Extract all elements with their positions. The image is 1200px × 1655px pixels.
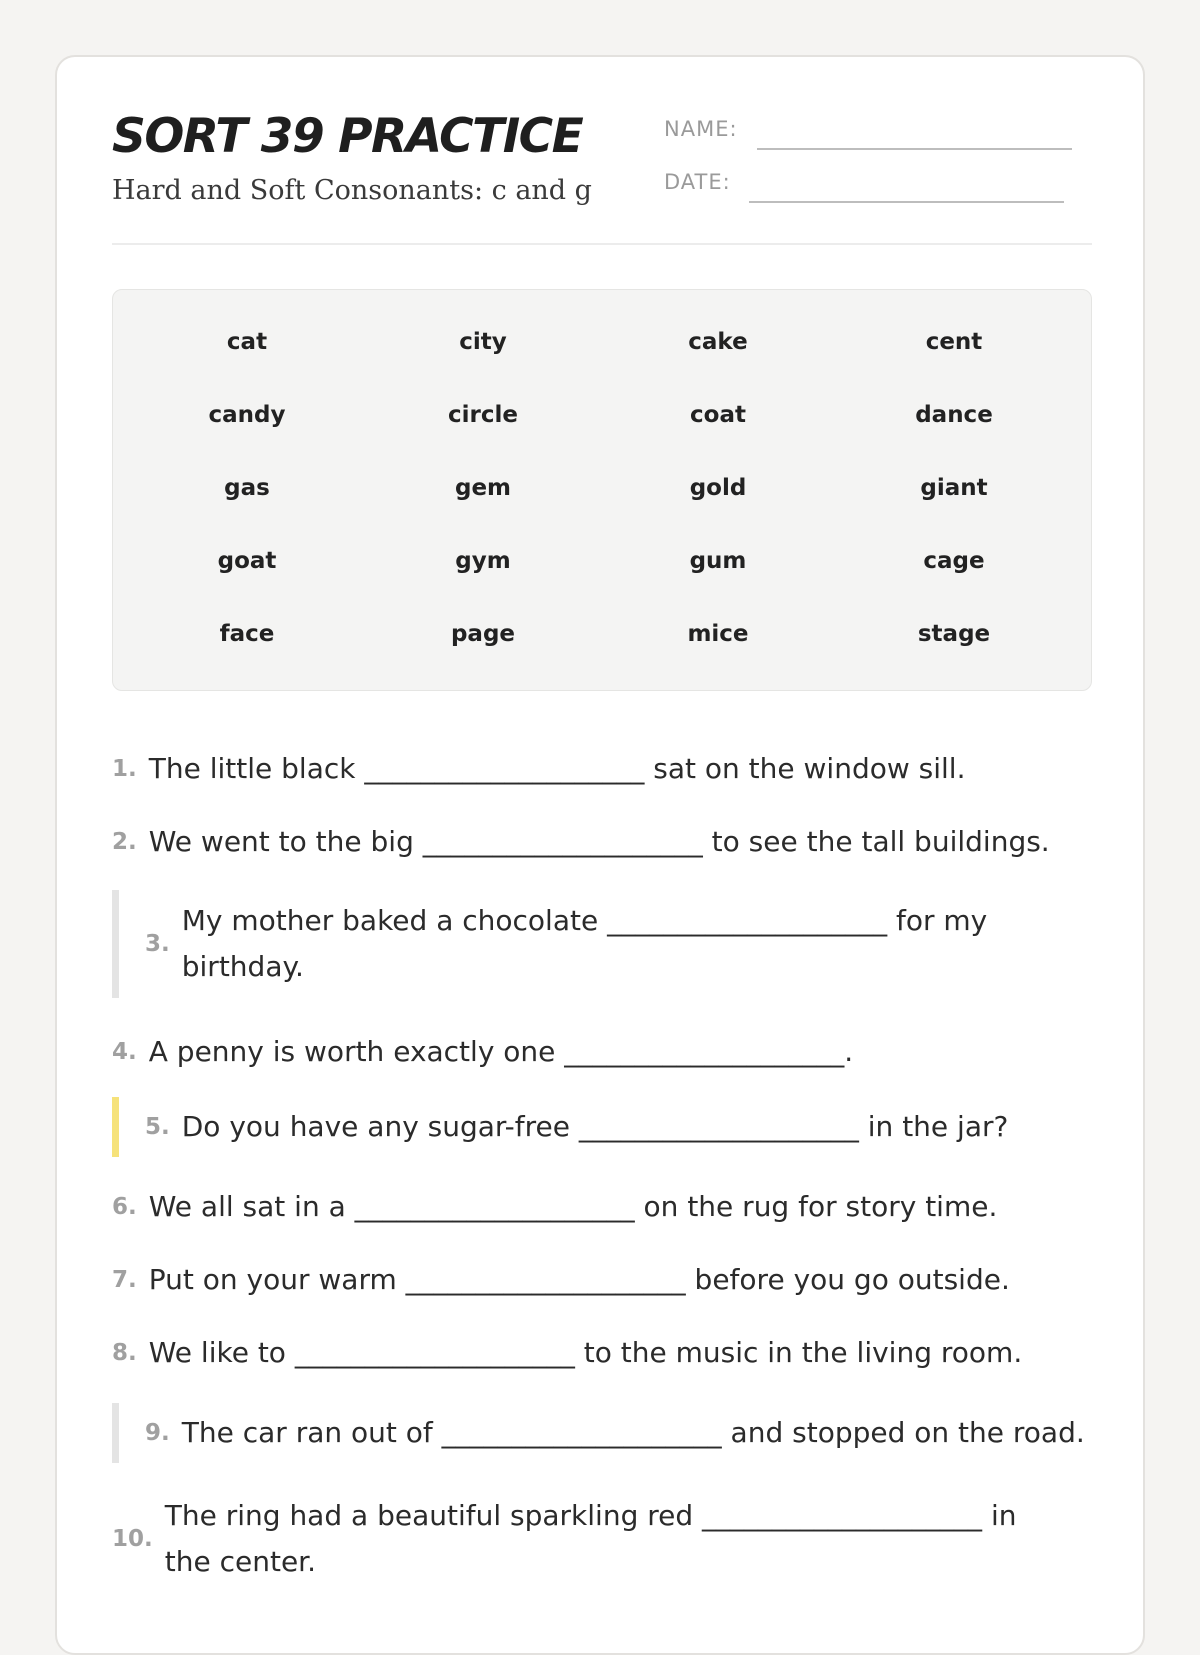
- question-text: A penny is worth exactly one ____________________.: [148, 1035, 854, 1068]
- question-marker: [112, 1403, 119, 1463]
- word-bank-item: gas: [224, 475, 270, 501]
- question-1: [112, 746, 1092, 792]
- question-marker: [112, 890, 119, 998]
- question-3: [145, 883, 1005, 1005]
- word-bank-item: coat: [690, 402, 746, 428]
- word-bank-item: stage: [917, 621, 991, 647]
- question-number: 10.: [112, 1526, 153, 1552]
- question-7: [112, 1257, 1092, 1303]
- word-bank-item: page: [450, 621, 516, 647]
- question-number: 2.: [112, 829, 137, 855]
- question-text: The ring had a beautiful sparkling red ____________________ in the center.: [164, 1499, 1017, 1578]
- worksheet-card: [55, 55, 1145, 1655]
- question-4: [112, 1029, 1092, 1075]
- question-number: 1.: [112, 756, 137, 782]
- question-number: 9.: [145, 1420, 170, 1446]
- question-10: [112, 1489, 1052, 1589]
- question-text: Do you have any sugar-free ____________________ in the jar?: [181, 1110, 1009, 1143]
- word-bank-item: cake: [688, 329, 748, 355]
- question-text: We all sat in a ____________________ on the rug for story time.: [148, 1190, 998, 1223]
- word-bank-item: gold: [689, 475, 747, 501]
- question-number: 6.: [112, 1194, 137, 1220]
- question-number: 8.: [112, 1340, 137, 1366]
- name-label: NAME:: [664, 117, 738, 141]
- word-bank-item: gym: [455, 548, 511, 574]
- question-number: 4.: [112, 1039, 137, 1065]
- word-bank-item: candy: [208, 402, 286, 428]
- word-bank-item: cent: [925, 329, 983, 355]
- word-bank-item: gem: [454, 475, 512, 501]
- question-number: 3.: [145, 931, 170, 957]
- word-bank-item: mice: [687, 621, 749, 647]
- question-5: [145, 1104, 1092, 1150]
- word-bank-item: goat: [217, 548, 277, 574]
- word-bank-item: cat: [226, 329, 268, 355]
- page-title: SORT 39 PRACTICE: [112, 109, 583, 164]
- word-bank-item: giant: [920, 475, 988, 501]
- date-field[interactable]: [749, 201, 1064, 203]
- question-text: The car ran out of ____________________ and stopped on the road.: [181, 1416, 1085, 1449]
- highlight-marker: [112, 1097, 119, 1157]
- header-divider: [112, 243, 1092, 245]
- question-text: We like to ____________________ to the music in the living room.: [148, 1336, 1023, 1369]
- question-text: We went to the big ____________________ to see the tall buildings.: [148, 825, 1050, 858]
- word-bank-item: city: [459, 329, 507, 355]
- page-subtitle: Hard and Soft Consonants: c and g: [112, 175, 592, 206]
- word-bank-item: gum: [689, 548, 747, 574]
- question-6: [112, 1184, 1092, 1230]
- word-bank: [112, 289, 1092, 691]
- question-9: [145, 1410, 1092, 1456]
- word-bank-item: cage: [923, 548, 985, 574]
- question-2: [112, 819, 1092, 865]
- question-text: The little black ____________________ sat on the window sill.: [148, 752, 966, 785]
- word-bank-item: dance: [915, 402, 993, 428]
- name-field[interactable]: [757, 148, 1072, 150]
- question-text: My mother baked a chocolate ____________________ for my birthday.: [181, 904, 988, 983]
- question-number: 5.: [145, 1114, 170, 1140]
- question-text: Put on your warm ____________________ before you go outside.: [148, 1263, 1010, 1296]
- question-8: [112, 1330, 1092, 1376]
- question-number: 7.: [112, 1267, 137, 1293]
- word-bank-item: face: [219, 621, 275, 647]
- date-label: DATE:: [664, 170, 731, 194]
- word-bank-item: circle: [448, 402, 518, 428]
